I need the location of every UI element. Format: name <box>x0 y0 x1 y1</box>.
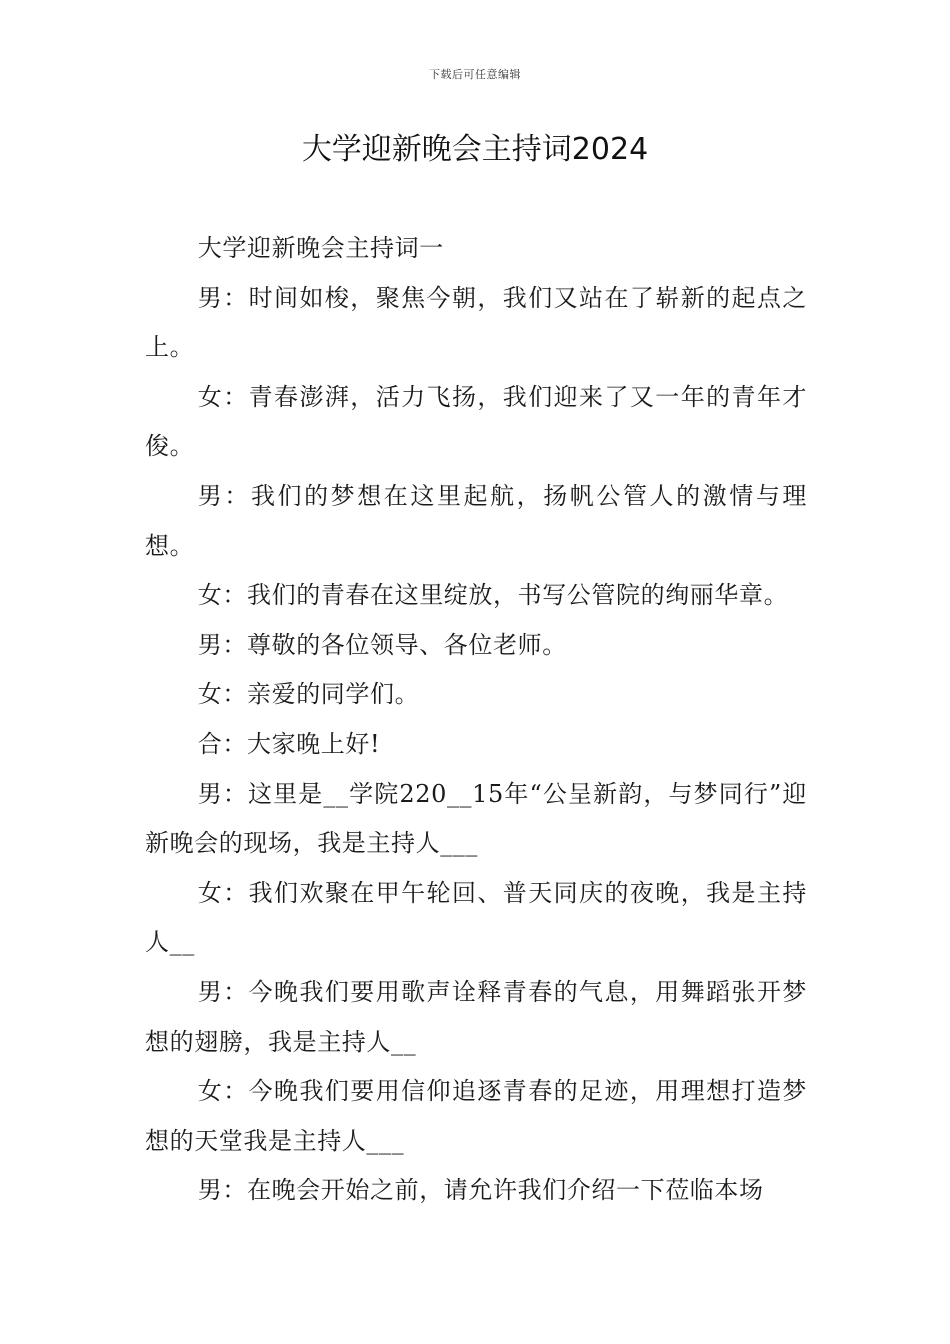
paragraph: 女：亲爱的同学们。 <box>197 680 420 709</box>
paragraph: 女：我们的青春在这里绽放，书写公管院的绚丽华章。 <box>197 581 789 610</box>
paragraph: 合：大家晚上好! <box>197 729 381 758</box>
paragraph: 女：我们欢聚在甲午轮回、普天同庆的夜晚，我是主持人__ <box>145 878 807 957</box>
paragraph: 男：我们的梦想在这里起航，扬帆公管人的激情与理想。 <box>145 481 807 560</box>
paragraph: 男：尊敬的各位领导、各位老师。 <box>197 630 567 659</box>
document-title: 大学迎新晚会主持词2024 <box>301 132 649 167</box>
paragraph: 男：今晚我们要用歌声诠释青春的气息，用舞蹈张开梦想的翅膀，我是主持人__ <box>145 977 807 1056</box>
paragraph: 女：青春澎湃，活力飞扬，我们迎来了又一年的青年才俊。 <box>145 382 807 461</box>
paragraph: 大学迎新晚会主持词一 <box>197 234 444 262</box>
document-body <box>145 224 807 1216</box>
paragraph: 男：时间如梭，聚焦今朝，我们又站在了崭新的起点之上。 <box>145 283 807 362</box>
paragraph: 男：在晚会开始之前，请允许我们介绍一下莅临本场 <box>197 1176 764 1205</box>
paragraph: 女：今晚我们要用信仰追逐青春的足迹，用理想打造梦想的天堂我是主持人___ <box>145 1077 807 1155</box>
paragraph: 男：这里是__学院220__15年“公呈新韵，与梦同行”迎新晚会的现场，我是主持人___ <box>145 779 807 858</box>
header-note: 下载后可任意编辑 <box>429 68 521 81</box>
